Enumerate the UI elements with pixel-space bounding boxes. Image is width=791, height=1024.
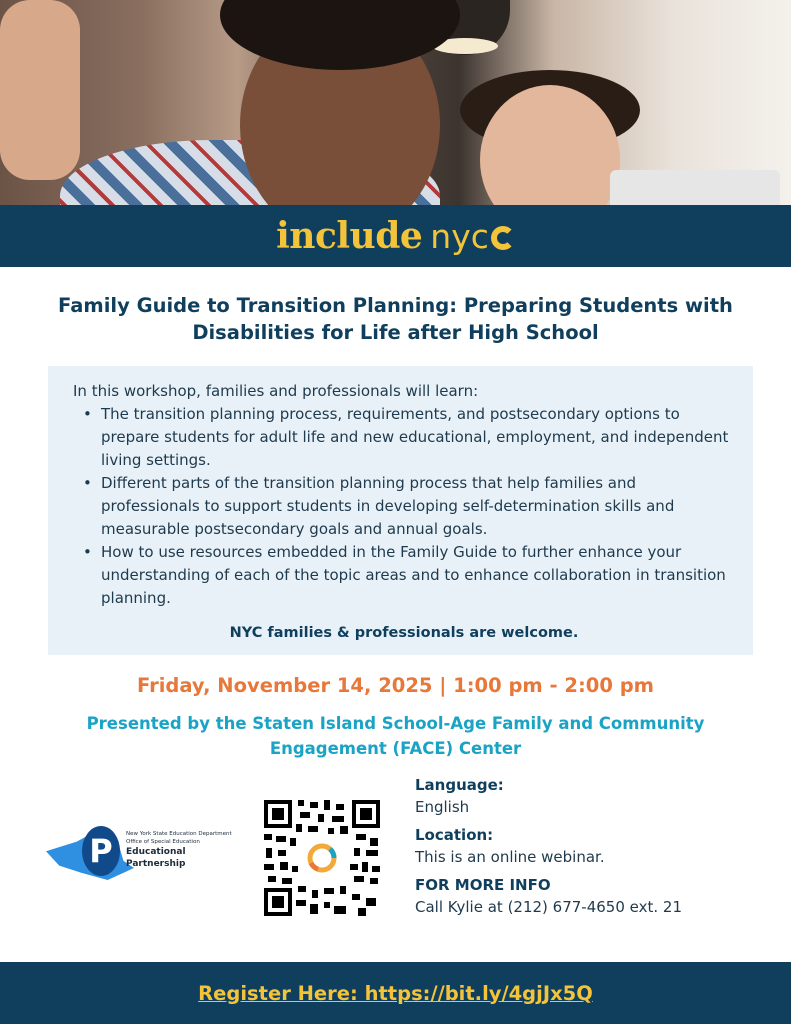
welcome-note: NYC families & professionals are welcome.	[229, 625, 579, 641]
registration-qr-code[interactable]	[262, 798, 382, 918]
more-info-value: Call Kylie at (212) 677-4650 ext. 21	[415, 898, 682, 916]
partner-line-1: New York State Education Department	[126, 831, 232, 837]
language-label: Language:	[415, 776, 504, 794]
includenyc-logo	[276, 215, 515, 257]
location-value: This is an online webinar.	[415, 848, 605, 866]
nysed-partnership-logo	[40, 820, 232, 892]
more-info-label: FOR MORE INFO	[415, 876, 551, 894]
workshop-topic-item: • The transition planning process, requirements, and postsecondary options to prepare students for adult life and new educational, employment, and independent living settings.	[83, 403, 735, 472]
event-details	[415, 774, 755, 924]
logo-word-include: include	[276, 215, 423, 257]
register-footer	[0, 962, 791, 1024]
presenter-line: Presented by the Staten Island School-Age Family and Community Engagement (FACE) Center	[86, 714, 705, 758]
page-title: Family Guide to Transition Planning: Preparing Students with Disabilities for Life after High School	[58, 294, 733, 344]
workshop-topic-item: • How to use resources embedded in the Family Guide to further enhance your understanding of each of the topic areas and to enhance collaboration in transition planning.	[83, 541, 735, 610]
partner-text	[126, 830, 236, 870]
brand-bar	[0, 205, 791, 267]
register-link[interactable]: Register Here: https://bit.ly/4gjJx5Q	[198, 981, 593, 1005]
hero-laptop	[610, 170, 780, 205]
workshop-topic-item: • Different parts of the transition planning process that help families and professionals to support students in developing self-determination skills and measurable postsecondary goals and annual goals.	[83, 472, 735, 541]
hero-student-arm	[0, 0, 80, 180]
logo-circle-icon	[491, 226, 515, 250]
p-monogram-icon: P	[82, 826, 120, 876]
partner-line-3: Educational Partnership	[126, 847, 186, 869]
language-value: English	[415, 798, 470, 816]
partner-line-2: Office of Special Education	[126, 839, 200, 845]
location-label: Location:	[415, 826, 494, 844]
hero-student-hair	[220, 0, 460, 70]
workshop-intro: In this workshop, families and professionals will learn:	[73, 382, 479, 400]
hero-photo	[0, 0, 791, 205]
workshop-topics-list	[83, 403, 735, 610]
logo-word-nyc: nyc	[430, 217, 489, 256]
workshop-info-box	[48, 366, 753, 655]
event-date-time: Friday, November 14, 2025 | 1:00 pm - 2:00 pm	[137, 674, 654, 697]
